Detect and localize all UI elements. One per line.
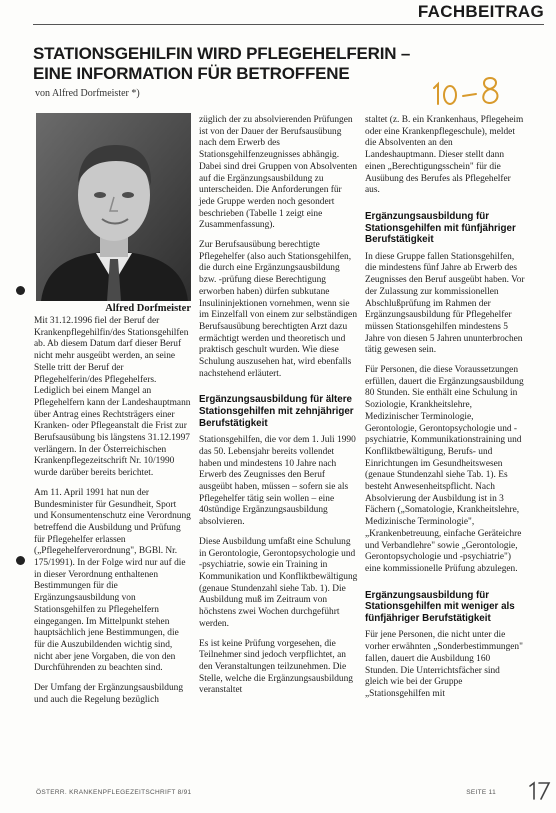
portrait-image [36,113,191,301]
paragraph: Für Personen, die diese Voraussetzungen erfüllen, dauert die Ergänzungsausbildung 80 Stunden. Sie enthält eine Schulung in Soziologie, Krankheitslehre, Medizinischer Terminologie, Gerontologie, Gerontopsychologie und -psychiatrie, Kommunikationstraining und Konfliktbewältigung, Berufs- und Einrichtungen im Gesundheitswesen (genaue Stundenzahl siehe Tab. 1). Es besteht Anwesenheitspflicht. Nach Absolvierung der Ausbildung ist in 3 Fächern („Somatologie, Krankheitslehre, Medizinische Terminologie", „Krankenbetreuung, einfache Geräteichre und Verbandlehre" sowie „Gerontologie, Gerontopsychologie und -psychiatrie") eine kommissionelle Prüfung abzulegen. [365,365,524,574]
title-line-1: STATIONSGEHILFIN WIRD PFLEGEHELFERIN – [33,44,411,63]
paragraph: staltet (z. B. ein Krankenhaus, Pflegeheim oder eine Krankenpflegeschule), meldet die Absolventen an den Landeshauptmann. Dieser stellt dann einen „Berechtigungsschein" für die Ausübung des Berufes als Pflegehelfer aus. [365,115,524,196]
punch-hole [16,286,25,295]
paragraph: In diese Gruppe fallen Stationsgehilfen, die mindestens fünf Jahre ab Erwerb des Zeugnisses den Beruf ausgeübt haben. Vor der Zulassung zur kommissionellen Abschlußprüfung im Rahmen der Ergänzungsausbildung für Pflegehelfer müssen Stationsgehilfen mindestens 5 Jahre von diesen 5 Jahren ununterbrochen tätig gewesen sein. [365,251,525,356]
author-photo [36,113,191,301]
subheading: Ergänzungsausbildung für Stationsgehilfen mit weniger als fünfjähriger Berufstätigkeit [365,589,515,624]
handwritten-page-number [526,778,552,802]
handwritten-note [426,72,526,112]
paragraph: züglich der zu absolvierenden Prüfungen ist von der Dauer der Berufsausübung nach dem Erwerb des Stationsgehilfenzeugnisses abhängig. Dabei sind drei Gruppen von Absolventen auf die Ergänzungsausbildung zu unterscheiden. Die Anforderungen für jede Gruppe werden noch gesondert beschrieben (Tabelle 1 zeigt eine Zusammenfassung). [199,115,358,231]
footer-publication: ÖSTERR. KRANKENPFLEGEZEITSCHRIFT 8/91 [36,789,192,796]
paragraph: Es ist keine Prüfung vorgesehen, die Teilnehmer sind jedoch verpflichtet, an den Veranstaltungen teilzunehmen. Die Stelle, welche die Ergänzungsausbildung veranstaltet [199,638,353,696]
title-line-2: EINE INFORMATION FÜR BETROFFENE [33,64,350,83]
paragraph: Am 11. April 1991 hat nun der Bundesminister für Gesundheit, Sport und Konsumentenschutz eine Verordnung betreffend die Ausbildung und Prüfung für Pflegehelfer erlassen („Pflegehelferverordnung", BGBl. Nr. 175/1991). In der Folge wird nur auf die in dieser Verordnung enthaltenen Bestimmungen für die Ergänzungsausbildung von Stationsgehilfen zu Pflegehelfern eingegangen. Im Mittelpunkt stehen hauptsächlich jene Bestimmungen, die für die Auszubildenden wichtig sind, nicht aber jene Vorgaben, die von den Durchführenden zu beachten sind. [34,487,191,674]
column-2 [199,115,358,697]
footer-page: SEITE 11 [466,789,496,796]
column-1 [34,316,191,707]
paragraph: Mit 31.12.1996 fiel der Beruf der Krankenpflegehilfin/des Stationsgehilfen ab. Ab diesem Datum darf dieser Beruf nicht mehr ausgeübt werden, an seine Stelle tritt der Beruf der Pflegehelferin/des Pflegehelfers. Lediglich bei einem Mangel an Pflegehelfern kann der Landeshauptmann über Antrag eines Rechtsträgers einer Kranken- oder Pflegeanstalt die Frist zur Berufsausübung bis längstens 31.12.1997 verlängern. In der Österreichischen Krankenpflegezeitschrift Nr. 10/1990 wurde darüber bereits berichtet. [34,316,191,479]
paragraph: Der Umfang der Ergänzungsausbildung und auch die Regelung bezüglich [34,683,184,705]
photo-caption: Alfred Dorfmeister [105,303,191,314]
column-3 [365,115,525,701]
author-line: von Alfred Dorfmeister *) [35,88,140,99]
paragraph: Für jene Personen, die nicht unter die vorher erwähnten „Sonderbestimmungen" fallen, dauert die Ausbildung 160 Stunden. Die Unterrichtsfächer sind gleich wie bei der Gruppe „Stationsgehilfen mit [365,630,523,699]
subheading: Ergänzungsausbildung für Stationsgehilfen mit fünfjähriger Berufstätigkeit [365,210,516,246]
top-rule [33,24,544,25]
paragraph: Diese Ausbildung umfaßt eine Schulung in Gerontologie, Gerontopsychologie und -psychiatrie, sowie ein Training in Kommunikation und Konfliktbewältigung (genaue Stundenzahl siehe Tab. 1). Die Ausbildung muß im Zeitraum von höchstens zwei Wochen durchgeführt werden. [199,536,358,629]
subheading: Ergänzungsausbildung für ältere Stationsgehilfen mit zehnjähriger Berufstätigkeit [199,394,354,429]
page-footer [36,789,526,796]
paragraph: Stationsgehilfen, die vor dem 1. Juli 1990 das 50. Lebensjahr bereits vollendet haben und mindestens 10 Jahre nach Erwerb des Zeugnisses den Beruf ausgeübt haben, müssen – sofern sie als Pflegehelfer tätig sein wollen – eine 40stündige Ergänzungsausbildung absolvieren. [199,435,356,528]
punch-hole [16,556,25,565]
paragraph: Zur Berufsausübung berechtigte Pflegehelfer (also auch Stationsgehilfen, die durch eine Ergänzungsausbildung bzw. -prüfung diese Berechtigung erworben haben) dürfen subkutane Insulininjektionen vornehmen, wenn sie im Einzelfall von einem zur selbständigen Berufsausübung berechtigten Arzt dazu ermächtigt werden und theoretisch und praktisch geschult wurden. Wie diese Schulung auszusehen hat, wird ebenfalls nachstehend erläutert. [199,240,358,379]
section-label: FACHBEITRAG [417,2,544,21]
